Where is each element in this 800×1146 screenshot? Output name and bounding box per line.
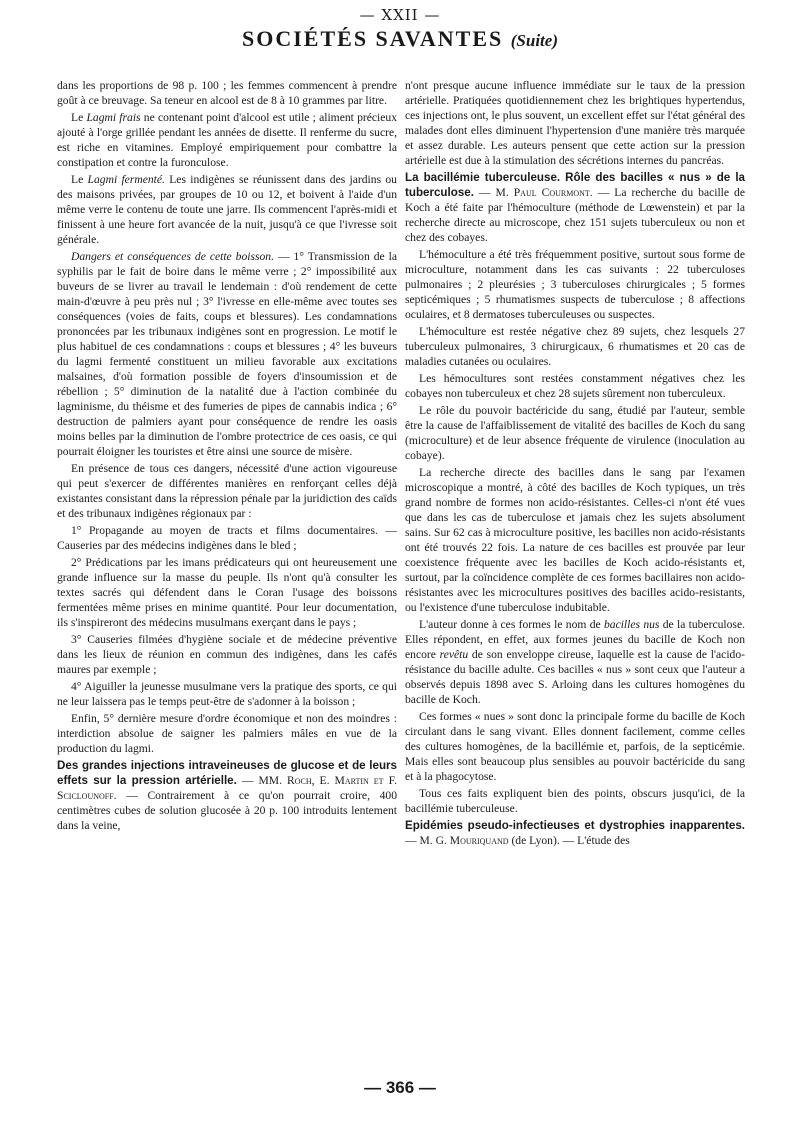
emphasis: Dangers et conséquences de cette boisson. bbox=[71, 250, 274, 263]
authors: Mouriquand bbox=[449, 834, 509, 847]
title-main: SOCIÉTÉS SAVANTES bbox=[242, 26, 504, 51]
list-item: 2° Prédications par les imans prédicateurs qui ont heureusement une grande influence sur la masse du peuple. Ils n'ont qu'à consulter les textes sacrés qui défendent dans le Coran l'usage des boissons fermentées même prises en minime quantité. Pour leur documentation, ils s'inspireront des médecins musulmans exerçant dans le pays ; bbox=[57, 556, 397, 629]
emphasis: Lagmi frais bbox=[86, 111, 141, 124]
emphasis: revêtu bbox=[439, 648, 469, 661]
section-heading: La bacillémie tuberculeuse. Rôle des bacilles « nus » de la tuberculose. bbox=[405, 171, 745, 199]
paragraph: La recherche directe des bacilles dans le sang par l'examen microscopique a montré, à côté des bacilles de Koch typiques, un très grand nombre de formes non acido-résistantes. Celles-ci n'ont été vues que dans les cas de tuberculose et jamais chez les sujets absolument sains. Sur 62 cas à microculture positive, les bacilles non acido-résistants ont été trouvés 22 fois. La nature de ces bacilles est prouvée par leur coexistence fréquente avec les bacilles de Koch acido-résistants et, surtout, par la coïncidence complète de ces formes bacillaires non acido-résistantes avec les microcultures positives des bacilles acido-resistants, ou l'existence d'une tuberculose indubitable. bbox=[405, 466, 745, 614]
paragraph: Le Lagmi frais ne contenant point d'alcool est utile ; aliment précieux ajouté à l'orge grillée pendant les années de disette. Il renferme du sucre, est riche en vitamines. Employé empiriquement pour combattre la constipation et contre la furonculose. bbox=[57, 111, 397, 169]
emphasis: bacilles nus bbox=[603, 618, 660, 631]
list-item: 3° Causeries filmées d'hygiène sociale et de médecine préventive dans les lieux de réunion en commun des indigènes, dans les cafés maures par exemple ; bbox=[57, 633, 397, 676]
paragraph: En présence de tous ces dangers, nécessité d'une action vigoureuse qui peut s'exercer de différentes manières en renforçant celles déjà existantes consistant dans la répression pénale par la juridiction des caïds et des tribunaux indigènes régionaux par : bbox=[57, 462, 397, 520]
paragraph: L'hémoculture est restée négative chez 89 sujets, chez lesquels 27 tuberculeux pulmonaires, 3 chirurgicaux, 6 rhumatismes et 20 cas de maladies cutanées ou oculaires. bbox=[405, 325, 745, 368]
list-item: 4° Aiguiller la jeunesse musulmane vers la pratique des sports, ce qui ne leur laissera pas le temps peut-être de s'adonner à la boisson ; bbox=[57, 680, 397, 708]
paragraph: n'ont presque aucune influence immédiate sur le taux de la pression artérielle. Pratiquées quotidiennement chez les brightiques hypertendus, ces injections ont, le plus souvent, un excellent effet sur l'état général des malades dont elles diminuent l'hypertension d'une manière très marquée et assez durable. Les auteurs pensent que cette action sur la pression artérielle est due à la stimulation des sécrétions internes du pancréas. bbox=[405, 79, 745, 167]
list-item: 1° Propagande au moyen de tracts et films documentaires. — Causeries par des médecins indigènes dans le bled ; bbox=[57, 524, 397, 552]
paragraph: L'hémoculture a été très fréquemment positive, surtout sous forme de microculture, notamment dans les cas suivants : 22 tuberculoses pulmonaires ; 2 pleurésies ; 3 tuberculoses chirurgicales ; 5 formes septicémiques ; 5 rhumatismes suspects de tuberculose ; 8 affections oculaires, et 8 dermatoses tuberculeuses ou suspectes. bbox=[405, 248, 745, 321]
paragraph: Dangers et conséquences de cette boisson. — 1° Transmission de la syphilis par le fait de boire dans le même verre ; 2° impossibilité aux buveurs de se livrer au travail le lendemain : d'où rendement de cette main-d'œuvre à peu près nul ; 3° l'ivresse en elle-même avec toutes ses conséquences (voies de faits, coups et blessures). Les condamnations prononcées par les tribunaux indigènes sont en progression. Le motif le plus habituel de ces condamnations : coups et blessures ; 4° les buveurs du lagmi fermenté constituent un milieu favorable aux excitations malsaines, d'où formation possible de foyers d'insoumission et de rébellion ; 5° diminution de la natalité due à l'action combinée du lagminisme, du théisme et des fumeries de pipes de cannabis indica ; 6° destruction de palmiers ayant pour conséquence de rendre les oasis moins belles par la diminution de l'ombre protectrice de ces oasis, ce qui pourrait éloigner les touristes et être ainsi une source de misère. bbox=[57, 250, 397, 458]
page-title bbox=[0, 26, 800, 52]
section-epidemies: Epidémies pseudo-infectieuses et dystrophies inapparentes. — M. G. Mouriquand (de Lyon). — L'étude des bbox=[405, 819, 745, 847]
paragraph: Ces formes « nues » sont donc la principale forme du bacille de Koch circulant dans le sang vivant. Elles donnent facilement, comme celles des cultures homogènes, de la bacillémie et, parfois, de la septicémie. Mais elles sont beaucoup plus sensibles au pouvoir bactéricide du sang et à la phagocytose. bbox=[405, 710, 745, 783]
paragraph: Le rôle du pouvoir bactéricide du sang, étudié par l'auteur, semble être la cause de l'affaiblissement de vitalité des bacilles de Koch du sang (microculture) et de leur absence fréquente de virulence (inoculation au cobaye). bbox=[405, 404, 745, 462]
paragraph: Les hémocultures sont restées constamment négatives chez les cobayes non tuberculeux et chez 28 sujets sûrement non tuberculeux. bbox=[405, 372, 745, 400]
right-column bbox=[405, 78, 745, 1078]
paragraph: Enfin, 5° dernière mesure d'ordre économique et non des moindres : interdiction absolue de saigner les palmiers mâles en vue de la production du lagmi. bbox=[57, 712, 397, 755]
section-heading: Des grandes injections intraveineuses de glucose et de leurs effets sur la pression artérielle. bbox=[57, 759, 397, 787]
page-number: — 366 — bbox=[364, 1078, 436, 1097]
paragraph: L'auteur donne à ces formes le nom de bacilles nus de la tuberculose. Elles répondent, en effet, aux formes jeunes du bacille de Koch non encore revêtu de son enveloppe cireuse, laquelle est la cause de l'acido-résistance du bacille adulte. Ces bacilles « nus » sont ceux que l'auteur a observés depuis 1898 avec S. Arloing dans les cultures homogènes du bacille de Koch. bbox=[405, 618, 745, 706]
left-column bbox=[57, 78, 397, 1078]
paragraph: Tous ces faits expliquent bien des points, obscurs jusqu'ici, de la bacillémie tuberculeuse. bbox=[405, 787, 745, 815]
page-roman-number: — XXII — bbox=[359, 6, 441, 24]
section-glucose: Des grandes injections intraveineuses de glucose et de leurs effets sur la pression artérielle. — MM. Roch, E. Martin et F. Sciclounoff. — Contrairement à ce qu'on pourrait croire, 400 centimètres cubes de solution glucosée à 20 p. 100 introduits lentement dans la veine, bbox=[57, 759, 397, 832]
title-suffix: (Suite) bbox=[510, 31, 558, 50]
section-heading: Epidémies pseudo-infectieuses et dystrophies inapparentes. bbox=[405, 819, 745, 832]
paragraph: Le Lagmi fermenté. Les indigènes se réunissent dans des jardins ou des maisons privées, par groupes de 10 ou 12, et boivent à l'aide d'un même verre le contenu de toute une jarre. Ils commencent l'après-midi et finissent à une heure fort avancée de la nuit, jusqu'à ce que l'ivresse soit générale. bbox=[57, 173, 397, 246]
emphasis: Lagmi fermenté. bbox=[87, 173, 165, 186]
section-bacillemie: La bacillémie tuberculeuse. Rôle des bacilles « nus » de la tuberculose. — M. Paul Courmont. — La recherche du bacille de Koch a été faite par l'hémoculture (méthode de Lœwenstein) et par la recherche directe au microscope, chez 151 sujets tuberculeux ou non et chez des cobayes. bbox=[405, 171, 745, 244]
paragraph: dans les proportions de 98 p. 100 ; les femmes commencent à prendre goût à ce breuvage. Sa teneur en alcool est de 8 à 10 grammes par litre. bbox=[57, 79, 397, 107]
authors: Roch, E. Martin et F. Sciclounoff. bbox=[57, 774, 397, 802]
authors: Paul Courmont. bbox=[513, 186, 593, 199]
